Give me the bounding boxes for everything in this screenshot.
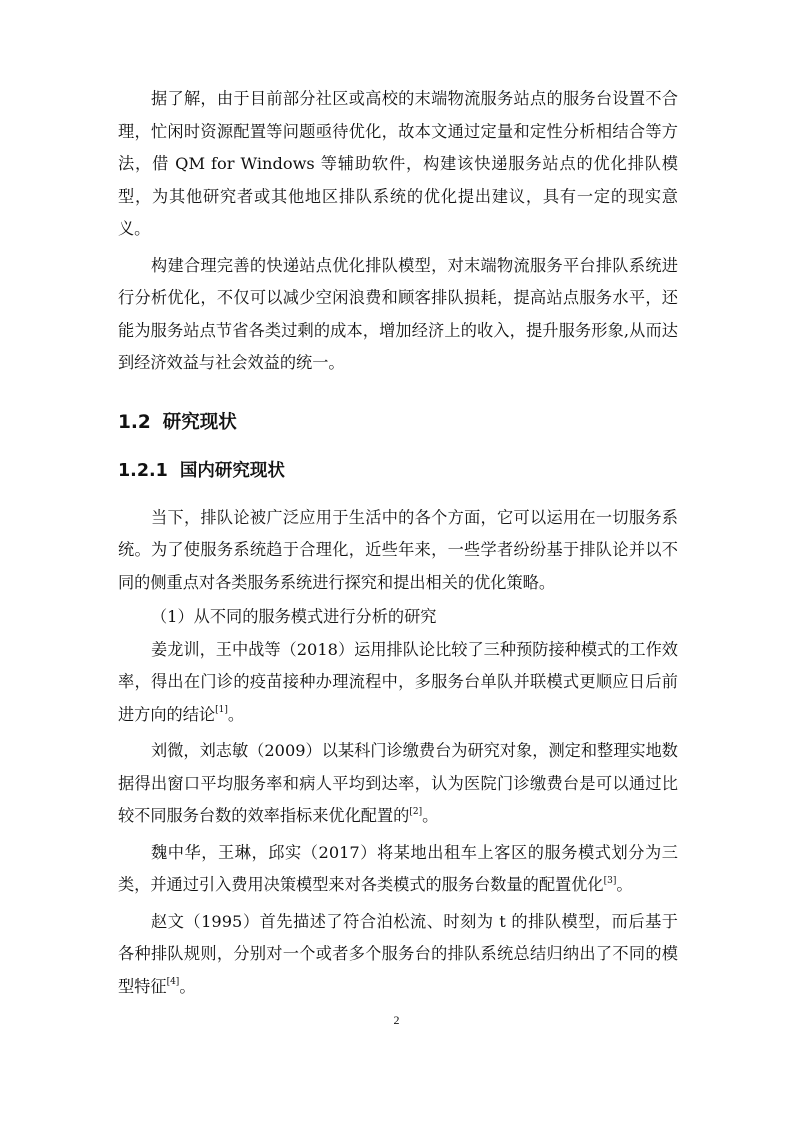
intro-paragraph-2: 构建合理完善的快递站点优化排队模型，对末端物流服务平台排队系统进行分析优化，不仅可以减少空闲浪费和顾客排队损耗，提高站点服务水平，还能为服务站点节省各类过剩的成本，增加经济上的收入，提升服务形象,从而达到经济效益与社会效益的统一。 [118, 255, 678, 372]
reference-paragraph-2 [118, 735, 678, 833]
overview-paragraph: 当下，排队论被广泛应用于生活中的各个方面，它可以运用在一切服务系统。为了使服务系统趋于合理化，近些年来，一些学者纷纷基于排队论并以不同的侧重点对各类服务系统进行探究和提出相关的优化策略。 [118, 507, 678, 592]
citation-marker: [2] [409, 806, 423, 817]
reference-paragraph-3 [118, 837, 678, 902]
reference-text: 赵文（1995）首先描述了符合泊松流、时刻为 t 的排队模型，而后基于各种排队规则，分别对一个或者多个服务台的排队系统总结归纳出了不同的模型特征 [118, 911, 678, 996]
sentence-end: 。 [179, 976, 196, 996]
reference-text: 姜龙训，王中战等（2018）运用排队论比较了三种预防接种模式的工作效率，得出在门诊的疫苗接种办理流程中，多服务台单队并联模式更顺应日后前进方向的结论 [118, 639, 678, 724]
reference-text: 刘微，刘志敏（2009）以某科门诊缴费台为研究对象，测定和整理实地数据得出窗口平均服务率和病人平均到达率，认为医院门诊缴费台是可以通过比较不同服务台数的效率指标来优化配置的 [118, 741, 678, 825]
citation-marker: [3] [603, 875, 617, 886]
reference-paragraph-4 [118, 906, 678, 1004]
subsection-heading [118, 458, 678, 484]
citation-marker: [1] [215, 705, 228, 716]
intro-paragraph-1: 据了解，由于目前部分社区或高校的末端物流服务站点的服务台设置不合理，忙闲时资源配置等问题亟待优化，故本文通过定量和定性分析相结合等方法，借 QM for Windows 等辅助软件，构建该快递服务站点的优化排队模型，为其他研究者或其他地区排队系统的优化提出建议，具有一定的现实意义。 [118, 89, 678, 238]
sentence-end: 。 [227, 704, 245, 724]
page-number: 2 [393, 1013, 400, 1027]
sentence-end: 。 [422, 806, 439, 825]
section-heading [118, 410, 678, 436]
reference-text: 魏中华，王琳，邱实（2017）将某地出租车上客区的服务模式划分为三类，并通过引入费用决策模型来对各类模式的服务台数量的配置优化 [118, 842, 678, 894]
section-title: 研究现状 [162, 411, 237, 433]
citation-marker: [4] [166, 977, 180, 988]
subsection-number: 1.2.1 [118, 460, 168, 481]
page-body [118, 83, 678, 1003]
subheading-service-modes: （1）从不同的服务模式进行分析的研究 [151, 607, 437, 626]
sentence-end: 。 [616, 875, 633, 894]
subsection-title: 国内研究现状 [179, 460, 285, 481]
section-number: 1.2 [118, 411, 151, 433]
reference-paragraph-1 [118, 634, 678, 732]
